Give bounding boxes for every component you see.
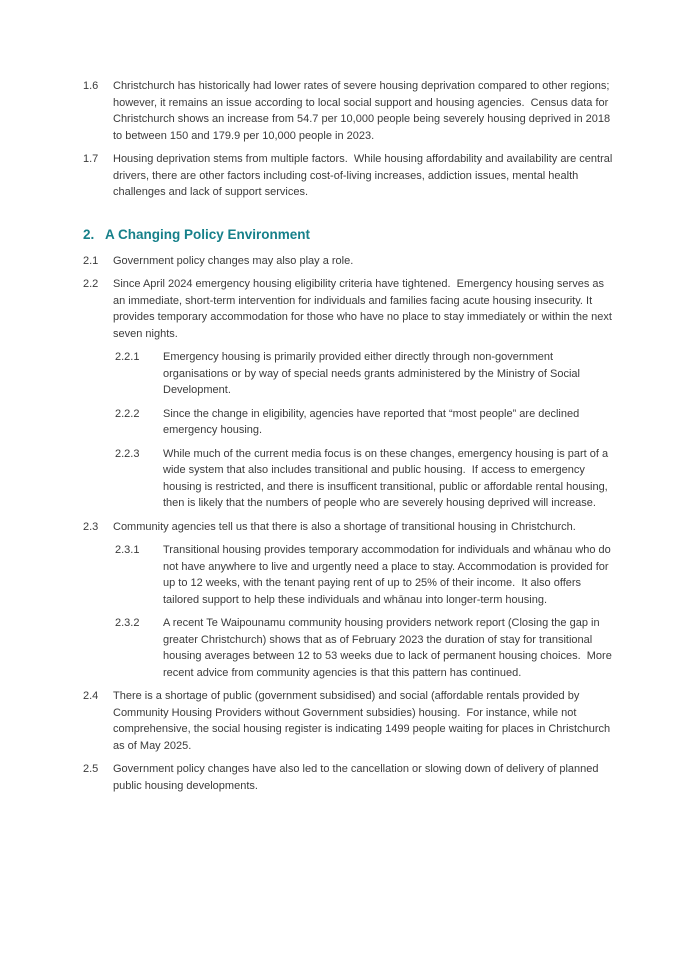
paragraph-number: 2.2.2: [115, 407, 140, 420]
paragraph-number: 2.5: [83, 763, 99, 775]
numbered-paragraph: [83, 688, 615, 754]
numbered-paragraph: [83, 253, 615, 270]
numbered-paragraph: [115, 406, 615, 439]
paragraph-number: 2.3.1: [115, 544, 140, 556]
document-body: [83, 78, 615, 794]
paragraph-number: 2.2.1: [115, 351, 140, 363]
numbered-paragraph: [115, 349, 615, 399]
paragraph-text: Community agencies tell us that there is also a shortage of transitional housing in Christchurch.: [113, 520, 576, 533]
paragraph-number: 1.7: [83, 153, 99, 165]
section-heading: [83, 225, 615, 244]
paragraph-text: Government policy changes may also play a role.: [113, 254, 354, 267]
paragraph-text: While much of the current media focus is on these changes, emergency housing is part of a wide system that also includes transitional and public housing. If access to emergency housing is restricted, and there is insufficent transitional, public or affordable rental housing, then is likely that the numbers of people who are severely housing deprived will increase.: [163, 447, 612, 509]
paragraph-text: A recent Te Waipounamu community housing providers network report (Closing the gap in greater Christchurch) shows that as of February 2023 the duration of stay for transitional housing averages between 12 to 53 weeks due to lack of permanent housing choices. More recent advice from community agencies is that this pattern has continued.: [163, 617, 615, 679]
section-number: 2.: [83, 226, 95, 242]
numbered-paragraph: [83, 276, 615, 342]
paragraph-number: 2.3.2: [115, 617, 140, 629]
paragraph-text: Government policy changes have also led to the cancellation or slowing down of delivery of planned public housing developments.: [113, 763, 602, 792]
numbered-paragraph: [115, 446, 615, 512]
numbered-paragraph: [115, 615, 615, 681]
paragraph-number: 1.6: [83, 80, 99, 92]
paragraph-number: 2.2: [83, 278, 99, 290]
numbered-paragraph: [83, 519, 615, 536]
paragraph-text: Housing deprivation stems from multiple factors. While housing affordability and availability are central drivers, there are other factors including cost-of-living increases, addiction issues, mental health challenges and lack of support services.: [113, 153, 616, 198]
paragraph-number: 2.2.3: [115, 447, 140, 460]
numbered-paragraph: [83, 151, 615, 201]
numbered-paragraph: [83, 761, 615, 794]
paragraph-text: Since April 2024 emergency housing eligibility criteria have tightened. Emergency housing serves as an immediate, short-term intervention for individuals and families facing acute housing insecurity. It provides temporary accommodation for those who have no place to stay immediately or within the next seven nights.: [113, 278, 615, 340]
paragraph-number: 2.4: [83, 690, 99, 702]
paragraph-text: Emergency housing is primarily provided either directly through non-government organisations or by way of special needs grants administered by the Ministry of Social Development.: [163, 351, 584, 396]
paragraph-text: Christchurch has historically had lower rates of severe housing deprivation compared to other regions; however, it remains an issue according to local social support and housing agencies. Census data for Christchurch shows an increase from 54.7 per 10,000 people being severely housing deprived in 2018 to between 150 and 179.9 per 10,000 people in 2023.: [113, 80, 614, 142]
paragraph-text: Transitional housing provides temporary accommodation for individuals and whānau who do not have anywhere to live and urgently need a place to stay. Accommodation is provided for up to 12 weeks, with the tenant paying rent of up to 25% of their income. It also offers tailored support to help these individuals and whānau into longer-term housing.: [163, 544, 614, 606]
paragraph-text: There is a shortage of public (government subsidised) and social (affordable rentals provided by Community Housing Providers without Government subsidies) housing. For instance, while not comprehensive, the social housing register is indicating 1499 people waiting for places in Christchurch as of May 2025.: [113, 690, 614, 752]
paragraph-number: 2.1: [83, 254, 99, 267]
paragraph-number: 2.3: [83, 520, 99, 533]
paragraph-text: Since the change in eligibility, agencies have reported that “most people” are declined emergency housing.: [163, 407, 583, 436]
numbered-paragraph: [115, 542, 615, 608]
numbered-paragraph: [83, 78, 615, 144]
section-title: A Changing Policy Environment: [105, 226, 311, 242]
